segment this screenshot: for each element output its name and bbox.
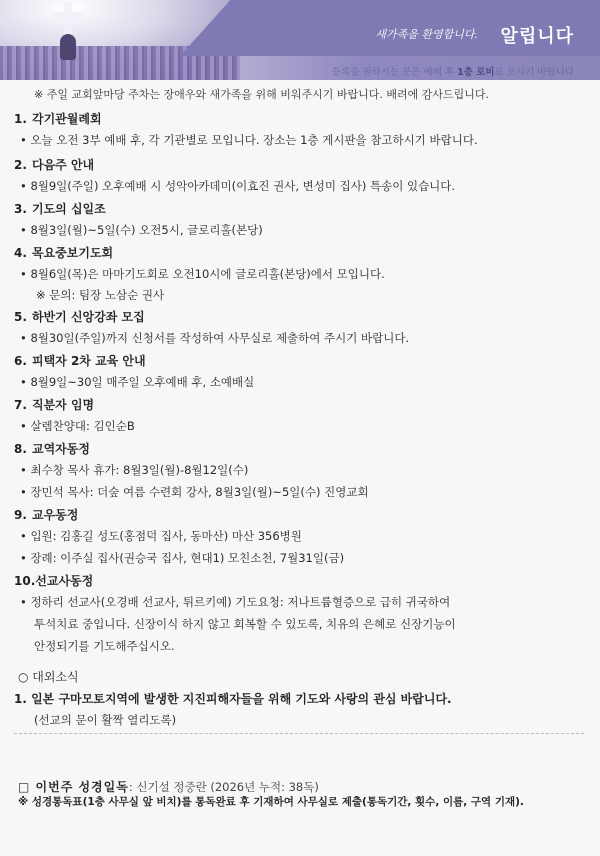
section-item: • 최수창 목사 휴가: 8월3일(월)-8월12일(수) bbox=[20, 463, 249, 477]
page-title: 알립니다 bbox=[500, 26, 574, 47]
section-item: • 8월9일(주일) 오후예배 시 성악아카데미(이효진 권사, 변성미 집사) 특송이 있습니다. bbox=[20, 179, 456, 193]
section-item: • 입원: 김홍길 성도(홍점덕 집사, 동마산) 마산 356병원 bbox=[20, 529, 302, 543]
section-item: • 8월6일(목)은 마마기도회로 오전10시에 글로리홀(본당)에서 모입니다. bbox=[20, 267, 385, 281]
external-news-sub: (선교의 문이 활짝 열리도록) bbox=[34, 713, 177, 727]
praying-figure-image bbox=[60, 34, 76, 60]
external-news-heading: ○ 대외소식 bbox=[18, 670, 79, 684]
section-title: 4. 목요중보기도회 bbox=[14, 246, 114, 260]
section-item: • 장례: 이주실 집사(권승국 집사, 현대1) 모친소천, 7월31일(금) bbox=[20, 551, 345, 565]
section-sub-note: ※ 문의: 팀장 노삼순 권사 bbox=[36, 288, 165, 302]
section-item: • 8월9일~30일 매주일 오후예배 후, 소예배실 bbox=[20, 375, 255, 389]
section-item: • 오늘 오전 3부 예배 후, 각 기관별로 모입니다. 장소는 1층 게시판을 참고하시기 바랍니다. bbox=[20, 133, 478, 147]
parking-note: ※ 주일 교회앞마당 주차는 장애우와 새가족을 위해 비워주시기 바랍니다. 배려에 감사드립니다. bbox=[34, 88, 489, 101]
section-item: • 8월3일(월)~5일(수) 오전5시, 글로리홀(본당) bbox=[20, 223, 263, 237]
register-note: 등록을 원하시는 분은 예배 후 1층 로비로 오시기 바랍니다 bbox=[331, 67, 574, 78]
cross-icon-bar bbox=[52, 12, 84, 19]
section-item-continued: 안정되기를 기도해주십시오. bbox=[34, 639, 175, 653]
section-title: 8. 교역자동정 bbox=[14, 442, 90, 456]
section-title: 10.선교사동정 bbox=[14, 574, 94, 588]
section-title: 1. 각기관월례회 bbox=[14, 112, 102, 126]
section-title: 3. 기도의 십일조 bbox=[14, 202, 106, 216]
section-title: 5. 하반기 신앙강좌 모집 bbox=[14, 310, 145, 324]
reading-note: ※ 성경통독표(1층 사무실 앞 비치)를 통독완료 후 기재하여 사무실로 제출(통독기간, 횟수, 이름, 구역 기재). bbox=[18, 796, 524, 808]
section-item: • 정하리 선교사(오경배 선교사, 튀르키예) 기도요청: 저나트륨혈증으로 급히 귀국하여 bbox=[20, 595, 451, 609]
section-title: 7. 직분자 임명 bbox=[14, 398, 95, 412]
section-title: 2. 다음주 안내 bbox=[14, 158, 95, 172]
section-item: • 8월30일(주일)까지 신청서를 작성하여 사무실로 제출하여 주시기 바랍니다. bbox=[20, 331, 410, 345]
section-title: 9. 교우동정 bbox=[14, 508, 79, 522]
welcome-text: 새가족을 환영합니다. bbox=[375, 28, 478, 41]
bible-reading-value: : 신기설 정중란 (2026년 누적: 38독) bbox=[128, 780, 319, 794]
section-title: 6. 피택자 2차 교육 안내 bbox=[14, 354, 146, 368]
divider bbox=[14, 733, 584, 734]
bible-reading-label: □ 이번주 성경일독 bbox=[18, 780, 129, 794]
section-item-continued: 투석치료 중입니다. 신장이식 하지 않고 회복할 수 있도록, 치유의 은혜로 신장기능이 bbox=[34, 617, 456, 631]
external-news-item: 1. 일본 구마모토지역에 발생한 지진피해자들을 위해 기도와 사랑의 관심 바랍니다. bbox=[14, 692, 452, 706]
section-item: • 장민석 목사: 더숲 여름 수련회 강사, 8월3일(월)~5일(수) 진영교회 bbox=[20, 485, 369, 499]
section-item: • 살렘찬양대: 김인순B bbox=[20, 419, 135, 433]
bible-reading-line bbox=[18, 778, 319, 795]
register-note-location: 1층 로비 bbox=[457, 67, 495, 78]
